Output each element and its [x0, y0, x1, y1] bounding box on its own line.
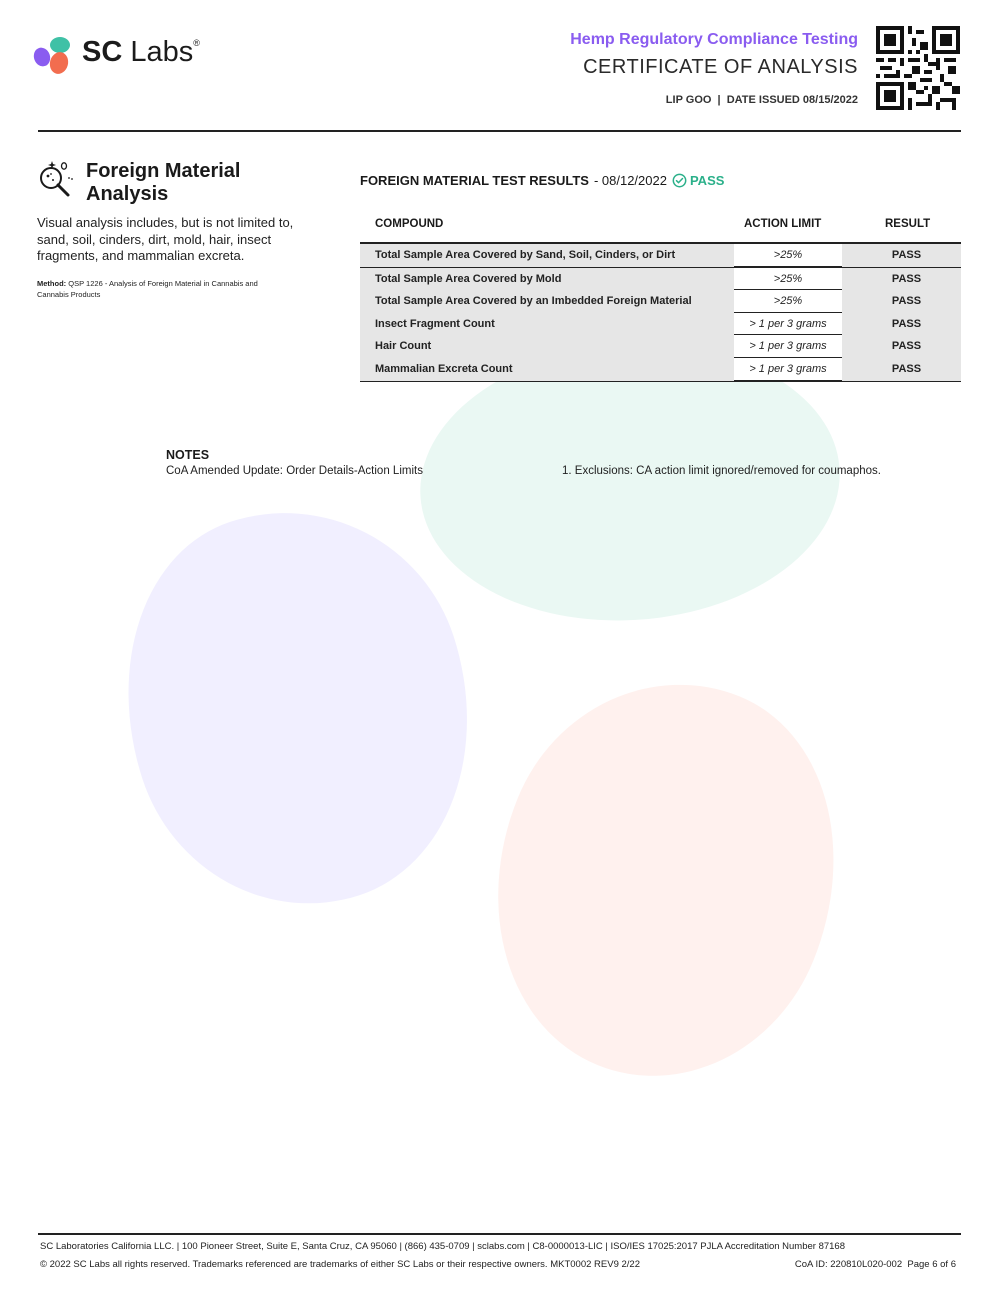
pass-badge: PASS: [672, 173, 724, 188]
qr-code-icon[interactable]: [876, 26, 960, 110]
compound-cell: Total Sample Area Covered by an Imbedded Foreign Material: [375, 295, 692, 308]
footer-copyright: © 2022 SC Labs all rights reserved. Trademarks referenced are trademarks of either SC Labs or their respective owners. MKT0002 REV9 2/22: [40, 1259, 640, 1270]
compound-cell: Total Sample Area Covered by Sand, Soil, Cinders, or Dirt: [375, 249, 676, 261]
column-result: RESULT: [885, 218, 931, 230]
notes-heading: NOTES: [166, 448, 210, 462]
decorative-blob-pink: [436, 634, 895, 1126]
action-limit-cell: > 1 per 3 grams: [734, 313, 842, 336]
footer-coa-id: CoA ID: 220810L020-002 Page 6 of 6: [794, 1259, 956, 1270]
compound-cell: Mammalian Excreta Count: [375, 362, 513, 375]
action-limit-cell: >25%: [734, 268, 842, 291]
compound-cell: Insect Fragment Count: [375, 317, 495, 330]
results-table: [360, 212, 961, 382]
sc-labs-logo-icon: [32, 34, 74, 76]
result-cell: PASS: [891, 295, 922, 308]
compound-cell: Total Sample Area Covered by Mold: [375, 272, 562, 285]
result-cell: PASS: [891, 340, 922, 353]
result-cell: PASS: [891, 317, 922, 330]
table-header: [360, 212, 961, 244]
header-title: CERTIFICATE OF ANALYSIS: [583, 56, 858, 78]
section-description: Visual analysis includes, but is not limited to, sand, soil, cinders, dirt, mold, hair, insect fragments, and mammalian excreta.: [37, 215, 294, 263]
table-row: [360, 290, 961, 313]
header-divider: [38, 130, 961, 132]
action-limit-cell: >25%: [734, 290, 842, 313]
table-row: [360, 268, 961, 291]
logo-wordmark: SC Labs®: [82, 36, 200, 68]
footer-address: SC Laboratories California LLC. | 100 Pioneer Street, Suite E, Santa Cruz, CA 95060 | (866) 435-0709 | sclabs.com | C8-0000013-LIC | ISO/IES 17025:2017 PJLA Accreditation Number 87168: [40, 1241, 845, 1252]
magnifier-icon: [36, 158, 76, 198]
result-cell: PASS: [891, 272, 922, 285]
table-row: [360, 335, 961, 358]
compound-cell: Hair Count: [375, 340, 432, 353]
table-bottom-rule: [360, 381, 961, 382]
action-limit-cell: > 1 per 3 grams: [734, 358, 842, 381]
footer-divider: [38, 1233, 961, 1235]
table-row: [360, 313, 961, 336]
column-action-limit: ACTION LIMIT: [744, 218, 822, 230]
column-compound: COMPOUND: [375, 218, 444, 230]
notes-left: CoA Amended Update: Order Details-Action Limits: [166, 465, 423, 477]
table-row: [360, 244, 961, 268]
header-subtitle: Hemp Regulatory Compliance Testing: [570, 31, 858, 48]
action-limit-cell: > 1 per 3 grams: [734, 335, 842, 358]
method-note: Method: QSP 1226 - Analysis of Foreign Material in Cannabis and Cannabis Products: [37, 279, 258, 299]
section-title: Foreign Material Analysis: [86, 160, 241, 205]
result-cell: PASS: [891, 249, 922, 261]
results-heading: FOREIGN MATERIAL TEST RESULTS - 08/12/2022 PASS: [360, 173, 725, 188]
result-cell: PASS: [891, 362, 922, 375]
notes-right: 1. Exclusions: CA action limit ignored/removed for coumaphos.: [562, 465, 881, 477]
table-row: [360, 358, 961, 381]
header-meta: LIP GOO | DATE ISSUED 08/15/2022: [665, 94, 858, 106]
sc-labs-logo: [32, 34, 222, 78]
action-limit-cell: >25%: [734, 244, 842, 267]
check-circle-icon: [672, 173, 687, 188]
